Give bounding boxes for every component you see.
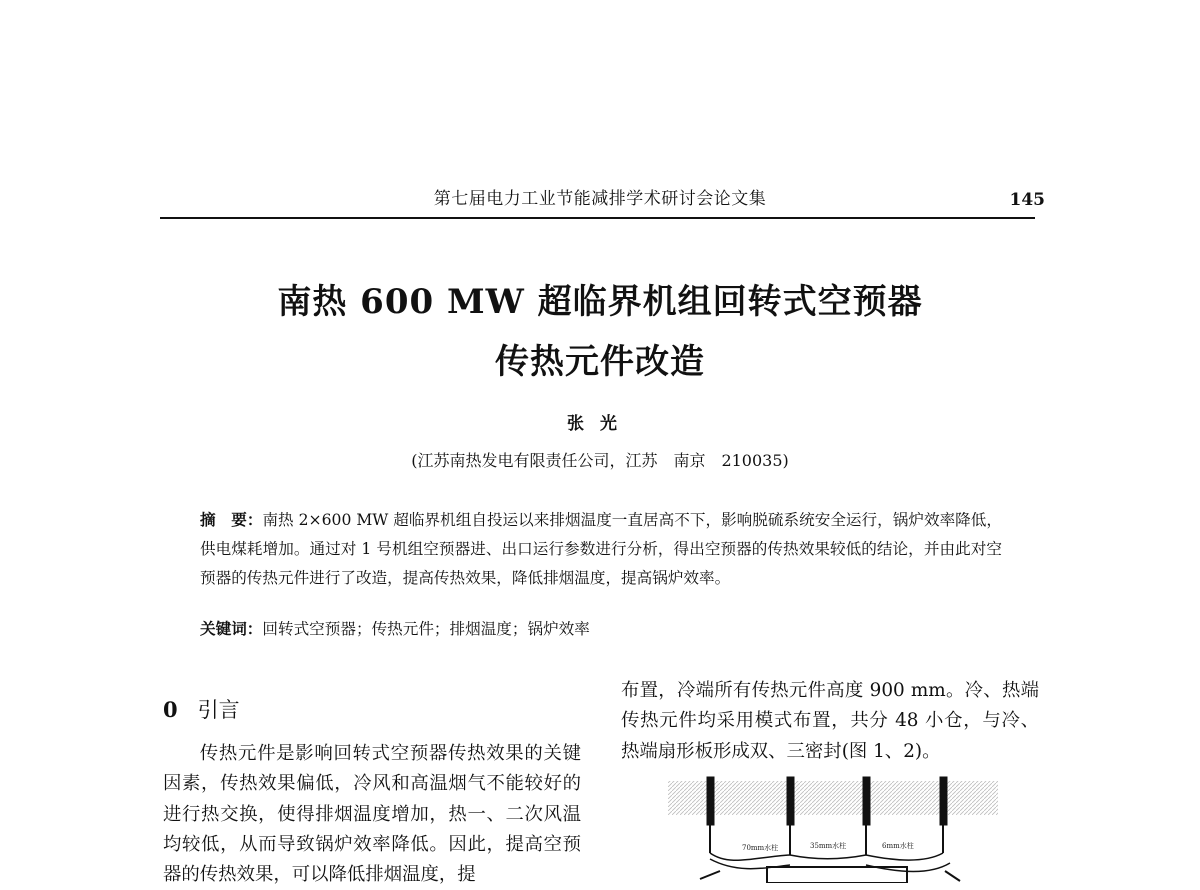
keywords-label: 关键词： [200,619,263,638]
section-title: 引言 [197,698,240,722]
hatched-seal-band [668,781,998,815]
probe-1 [707,777,714,825]
keywords [200,617,1002,639]
abstract-label: 摘 要： [200,510,263,529]
label-70mm: 70mm水柱 [742,844,779,852]
body-left-column: 传热元件是影响回转式空预器传热效果的关键因素，传热效果偏低，冷风和高温烟气不能较好的进行热交换，使得排烟温度增加，热一、二次风温均较低，从而导致锅炉效率降低。因此，提高空预器的传热效果，可以降低排烟温度，提 [163,743,581,886]
label-35mm: 35mm水柱 [810,842,847,850]
keywords-text: 回转式空预器；传热元件；排烟温度；锅炉效率 [262,620,590,638]
figure-1-diagram [660,775,1010,883]
section-heading [163,694,240,724]
abstract [200,505,1002,593]
body-right-column: 布置，冷端所有传热元件高度 900 mm。冷、热端传热元件均采用模式布置，共分 48 小仓，与冷、热端扇形板形成双、三密封(图 1、2)。 [621,680,1039,762]
abstract-text: 南热 2×600 MW 超临界机组自投运以来排烟温度一直居高不下，影响脱硫系统安全运行，锅炉效率降低，供电煤耗增加。通过对 1 号机组空预器进、出口运行参数进行分析，得出空预器的传热效果较低的结论，并由此对空预器的传热元件进行了改造，提高传热效果，降低排烟温度，提高锅炉效率。 [200,511,1002,587]
paper-title-line-1: 南热 600 MW 超临界机组回转式空预器 [277,282,923,322]
probe-4 [940,777,947,825]
affiliation: (江苏南热发电有限责任公司，江苏 南京 210035) [411,451,789,470]
author: 张光 [567,414,633,434]
running-header: 第七届电力工业节能减排学术研讨会论文集 [433,189,767,209]
probe-3 [863,777,870,825]
page-number: 145 [1009,190,1045,210]
header-rule [160,217,1035,219]
probe-2 [787,777,794,825]
paper-title-line-2: 传热元件改造 [495,342,705,382]
section-number: 0 [163,697,178,722]
sealing-curves [710,853,950,872]
label-6mm: 6mm水柱 [882,842,914,850]
